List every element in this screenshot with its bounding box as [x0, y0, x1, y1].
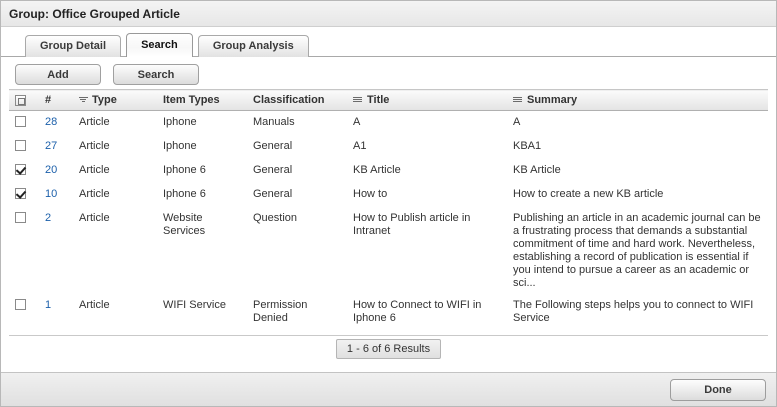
row-item-types-cell: Iphone 6	[163, 164, 206, 176]
row-number-cell	[41, 111, 75, 136]
tab-search[interactable]: Search	[126, 33, 193, 57]
select-all-icon[interactable]	[15, 95, 26, 106]
row-checkbox-cell[interactable]	[9, 111, 41, 136]
results-count: 1 - 6 of 6 Results	[336, 339, 441, 359]
row-number-cell	[41, 294, 75, 329]
row-classification-cell: General	[253, 188, 293, 200]
row-item-types-cell: WIFI Service	[163, 299, 226, 311]
search-button[interactable]: Search	[113, 64, 199, 85]
row-number-link[interactable]: 28	[45, 116, 58, 128]
row-classification-cell: Permission Denied	[253, 299, 308, 324]
column-header-title-label: Title	[367, 94, 390, 106]
list-icon[interactable]	[353, 96, 362, 104]
row-number-cell	[41, 135, 75, 159]
row-summary-cell: KB Article	[513, 164, 561, 176]
row-number-cell	[41, 183, 75, 207]
column-header-select[interactable]	[9, 90, 41, 111]
table-row[interactable]	[9, 294, 768, 329]
list-icon[interactable]	[513, 96, 522, 104]
row-summary-cell: How to create a new KB article	[513, 188, 664, 200]
table-row[interactable]	[9, 111, 768, 136]
table-row[interactable]	[9, 183, 768, 207]
row-item-types-cell: Iphone	[163, 140, 197, 152]
column-header-number-label: #	[45, 94, 52, 106]
row-summary-cell: KBA1	[513, 140, 542, 152]
row-title-cell: How to Connect to WIFI in Iphone 6	[353, 299, 482, 324]
row-checkbox[interactable]	[15, 116, 26, 127]
row-classification-cell: General	[253, 164, 293, 176]
row-classification-cell: General	[253, 140, 293, 152]
table-row[interactable]	[9, 159, 768, 183]
table-row[interactable]	[9, 207, 768, 294]
results-table	[9, 89, 768, 329]
row-type-cell: Article	[79, 188, 110, 200]
row-type-cell: Article	[79, 299, 110, 311]
table-header-row	[9, 90, 768, 111]
title-bar	[1, 1, 776, 27]
paging-bar	[9, 335, 768, 362]
row-checkbox-cell[interactable]	[9, 159, 41, 183]
column-header-type-label: Type	[92, 94, 117, 106]
row-type-cell: Article	[79, 164, 110, 176]
page-title: Group: Office Grouped Article	[9, 6, 180, 21]
row-checkbox[interactable]	[15, 164, 26, 175]
row-title-cell: A1	[353, 140, 367, 152]
row-number-cell	[41, 207, 75, 294]
row-title-cell: A	[353, 116, 361, 128]
row-title-cell: How to	[353, 188, 388, 200]
column-header-title[interactable]	[349, 90, 509, 111]
column-header-summary-label: Summary	[527, 94, 578, 106]
row-item-types-cell: Website Services	[163, 212, 206, 237]
row-number-link[interactable]: 1	[45, 299, 52, 311]
row-checkbox-cell[interactable]	[9, 183, 41, 207]
row-type-cell: Article	[79, 212, 110, 224]
row-summary-cell: Publishing an article in an academic journal can be a frustrating process that demands a substantial commitment of time and hard work. Nevertheless, establishing a record of publication is essential if you intend to pursue a career as an academic or sci...	[513, 212, 761, 289]
tab-group-analysis[interactable]: Group Analysis	[198, 35, 309, 57]
row-checkbox-cell[interactable]	[9, 135, 41, 159]
row-item-types-cell: Iphone 6	[163, 188, 206, 200]
add-button[interactable]: Add	[15, 64, 101, 85]
column-header-item-types[interactable]	[159, 90, 249, 111]
row-summary-cell: The Following steps helps you to connect to WIFI Service	[513, 299, 754, 324]
row-checkbox[interactable]	[15, 212, 26, 223]
toolbar	[1, 57, 776, 87]
column-header-item-types-label: Item Types	[163, 94, 220, 106]
row-summary-cell: A	[513, 116, 521, 128]
row-number-link[interactable]: 2	[45, 212, 52, 224]
done-button[interactable]: Done	[670, 379, 766, 401]
row-checkbox[interactable]	[15, 140, 26, 151]
tab-group-detail[interactable]: Group Detail	[25, 35, 121, 57]
row-checkbox-cell[interactable]	[9, 294, 41, 329]
table-body	[9, 111, 768, 330]
tab-bar	[1, 33, 776, 57]
row-title-cell: KB Article	[353, 164, 401, 176]
row-checkbox[interactable]	[15, 188, 26, 199]
row-type-cell: Article	[79, 140, 110, 152]
column-header-classification-label: Classification	[253, 94, 325, 106]
column-header-summary[interactable]	[509, 90, 768, 111]
row-type-cell: Article	[79, 116, 110, 128]
row-classification-cell: Manuals	[253, 116, 295, 128]
row-checkbox-cell[interactable]	[9, 207, 41, 294]
bottom-bar	[1, 372, 776, 406]
row-number-link[interactable]: 27	[45, 140, 58, 152]
row-classification-cell: Question	[253, 212, 298, 224]
column-header-classification[interactable]	[249, 90, 349, 111]
table-header	[9, 90, 768, 111]
table-row[interactable]	[9, 135, 768, 159]
row-title-cell: How to Publish article in Intranet	[353, 212, 471, 237]
row-checkbox[interactable]	[15, 299, 26, 310]
column-header-type[interactable]	[75, 90, 159, 111]
row-number-cell	[41, 159, 75, 183]
row-item-types-cell: Iphone	[163, 116, 197, 128]
sort-icon[interactable]	[79, 96, 88, 104]
row-number-link[interactable]: 10	[45, 188, 58, 200]
row-number-link[interactable]: 20	[45, 164, 58, 176]
column-header-number[interactable]	[41, 90, 75, 111]
results-table-container	[9, 89, 768, 329]
